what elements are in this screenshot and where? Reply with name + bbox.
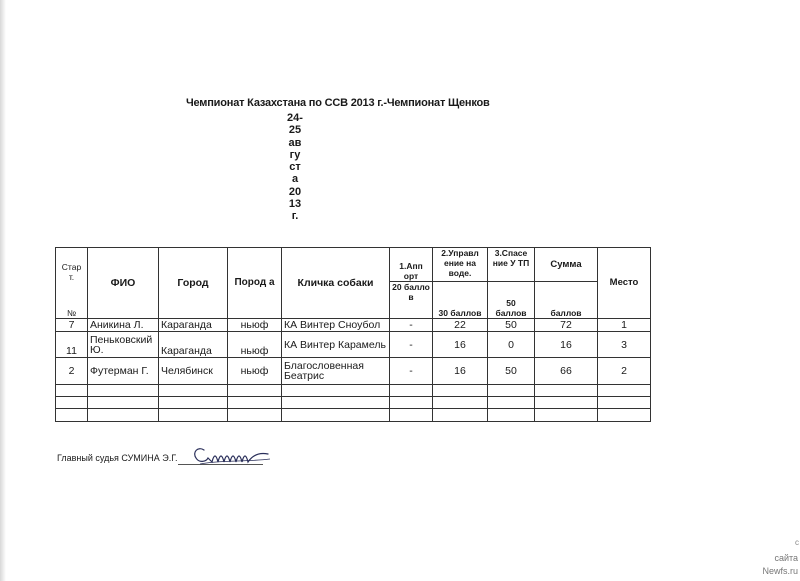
date-column [280, 112, 310, 223]
header-ex1-points: 20 балло в [390, 282, 433, 319]
date-line: ав [288, 136, 302, 149]
date-line: 20 [288, 185, 302, 198]
header-start-no: № [66, 308, 77, 318]
header-place: Место [598, 248, 651, 319]
watermark-text: сайта [774, 553, 798, 563]
empty-row [56, 409, 651, 422]
date-line: 13 [288, 198, 302, 211]
scan-edge [0, 0, 6, 581]
header-row-top [56, 248, 651, 282]
cell-ex2: 22 [433, 319, 488, 332]
cell-city: Караганда [159, 319, 228, 332]
cell-dog: КА Винтер Карамель [282, 332, 390, 358]
header-start-label: Стар т. [61, 262, 82, 282]
date-line: гу [289, 148, 301, 161]
header-breed: Пород а [228, 248, 282, 319]
cell-sum: 72 [535, 319, 598, 332]
table-row [56, 332, 651, 358]
header-ex3: 3.Спасе ние У ТП [488, 248, 535, 282]
table-row [56, 319, 651, 332]
cell-place: 3 [598, 332, 651, 358]
cell-dog: КА Винтер Сноубол [282, 319, 390, 332]
cell-sum: 66 [535, 358, 598, 385]
cell-ex2: 16 [433, 332, 488, 358]
cell-ex3: 50 [488, 319, 535, 332]
cell-city: Челябинск [159, 358, 228, 385]
chief-judge-label: Главный судья СУМИНА Э.Г. [57, 453, 178, 463]
cell-start: 7 [56, 319, 88, 332]
empty-row [56, 385, 651, 397]
date-line: ст [289, 161, 301, 174]
cell-dog: Благословенная Беатрис [282, 358, 390, 385]
cell-start: 11 [56, 332, 88, 358]
cell-ex1: - [390, 332, 433, 358]
cell-name: Аникина Л. [88, 319, 159, 332]
cell-ex3: 0 [488, 332, 535, 358]
cell-ex2: 16 [433, 358, 488, 385]
header-name: ФИО [88, 248, 159, 319]
header-sum-unit: баллов [535, 282, 598, 319]
header-city: Город [159, 248, 228, 319]
header-dog: Кличка собаки [282, 248, 390, 319]
cell-ex1: - [390, 319, 433, 332]
header-ex2-points: 30 баллов [433, 282, 488, 319]
date-line: 25 [288, 124, 302, 137]
cell-breed: ньюф [228, 319, 282, 332]
cell-start: 2 [56, 358, 88, 385]
cell-breed: ньюф [228, 358, 282, 385]
cell-place: 1 [598, 319, 651, 332]
cell-place: 2 [598, 358, 651, 385]
watermark-site: Newfs.ru [762, 566, 798, 576]
cell-ex1: - [390, 358, 433, 385]
handwritten-signature [190, 440, 272, 470]
cell-sum: 16 [535, 332, 598, 358]
header-sum: Сумма [535, 248, 598, 282]
cell-ex3: 50 [488, 358, 535, 385]
header-ex3-points: 50 баллов [488, 282, 535, 319]
header-ex1: 1.Апп орт [390, 248, 433, 282]
watermark-mark: c [795, 538, 799, 547]
table-row [56, 358, 651, 385]
header-start [56, 248, 88, 319]
cell-name: Футерман Г. [88, 358, 159, 385]
empty-row [56, 397, 651, 409]
results-table [55, 247, 651, 422]
document-title: Чемпионат Казахстана по ССВ 2013 г.-Чемпионат Щенков [186, 97, 490, 109]
date-line: а [291, 173, 299, 186]
date-line: г. [291, 210, 299, 223]
cell-breed: ньюф [228, 332, 282, 358]
cell-name: Пеньковский Ю. [88, 332, 159, 358]
cell-city: Караганда [159, 332, 228, 358]
date-line: 24- [287, 112, 303, 124]
header-ex2: 2.Управл ение на воде. [433, 248, 488, 282]
